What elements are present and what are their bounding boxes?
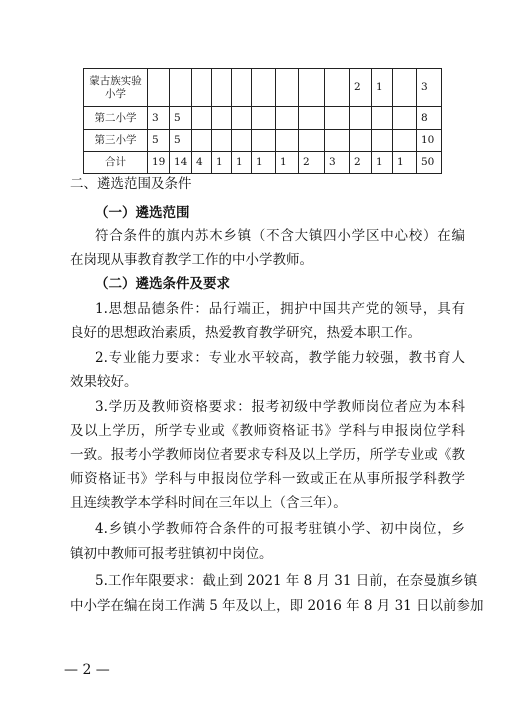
quota-cell: 19 bbox=[148, 152, 170, 174]
quota-cell bbox=[212, 130, 232, 152]
quota-cell bbox=[372, 130, 393, 152]
page-number: — 2 — bbox=[64, 662, 110, 678]
quota-cell: 1 bbox=[276, 152, 299, 174]
quota-cell bbox=[252, 130, 276, 152]
quota-cell bbox=[325, 130, 350, 152]
quota-cell bbox=[192, 130, 212, 152]
quota-cell: 50 bbox=[417, 152, 442, 174]
quota-cell bbox=[212, 107, 232, 130]
quota-cell bbox=[393, 69, 417, 107]
paragraph-line: 2.专业能力要求：专业水平较高，教学能力较强，教书育人 bbox=[95, 350, 465, 366]
subsection-heading-scope: （一）遴选范围 bbox=[95, 205, 190, 221]
paragraph-line: 师资格证书》学科与申报岗位学科一致或正在从事所报学科教学 bbox=[70, 471, 465, 487]
quota-cell: 1 bbox=[232, 152, 252, 174]
quota-cell bbox=[232, 69, 252, 107]
paragraph-line: 中小学在编在岗工作满 5 年及以上，即 2016 年 8 月 31 日以前参加 bbox=[70, 598, 484, 614]
quota-cell: 5 bbox=[148, 130, 170, 152]
quota-cell bbox=[252, 107, 276, 130]
quota-cell bbox=[393, 130, 417, 152]
quota-cell bbox=[372, 107, 393, 130]
quota-cell bbox=[350, 130, 372, 152]
section-heading: 二、遴选范围及条件 bbox=[70, 176, 192, 192]
paragraph-line: 镇初中教师可报考驻镇初中岗位。 bbox=[70, 546, 273, 562]
quota-cell: 3 bbox=[325, 152, 350, 174]
quota-cell bbox=[276, 107, 299, 130]
paragraph-line: 1.思想品德条件：品行端正，拥护中国共产党的领导，具有 bbox=[95, 301, 465, 317]
quota-cell: 1 bbox=[252, 152, 276, 174]
paragraph-line: 一致。报考小学教师岗位者要求专科及以上学历，所学专业或《教 bbox=[70, 447, 465, 463]
quota-cell bbox=[350, 107, 372, 130]
table-row bbox=[84, 69, 442, 107]
quota-cell bbox=[299, 69, 325, 107]
quota-cell bbox=[393, 107, 417, 130]
paragraph-line: 效果较好。 bbox=[70, 374, 138, 390]
quota-cell bbox=[148, 69, 170, 107]
quota-cell bbox=[192, 69, 212, 107]
school-name-cell: 合计 bbox=[84, 152, 148, 174]
quota-cell: 5 bbox=[170, 107, 192, 130]
quota-table bbox=[83, 68, 442, 174]
paragraph-line: 及以上学历，所学专业或《教师资格证书》学科与申报岗位学科 bbox=[70, 423, 465, 439]
quota-cell: 3 bbox=[417, 69, 442, 107]
quota-cell: 5 bbox=[170, 130, 192, 152]
quota-cell bbox=[299, 130, 325, 152]
paragraph-line: 5.工作年限要求：截止到 2021 年 8 月 31 日前，在奈曼旗乡镇 bbox=[95, 573, 478, 589]
quota-cell: 14 bbox=[170, 152, 192, 174]
paragraph-line: 4.乡镇小学教师符合条件的可报考驻镇小学、初中岗位，乡 bbox=[95, 521, 465, 537]
quota-cell bbox=[299, 107, 325, 130]
quota-cell: 3 bbox=[148, 107, 170, 130]
subsection-heading-conditions: （二）遴选条件及要求 bbox=[95, 276, 230, 292]
quota-cell bbox=[192, 107, 212, 130]
quota-cell bbox=[232, 107, 252, 130]
quota-cell: 1 bbox=[212, 152, 232, 174]
paragraph-line: 良好的思想政治素质，热爱教育教学研究，热爱本职工作。 bbox=[70, 325, 421, 341]
quota-cell bbox=[232, 130, 252, 152]
quota-cell bbox=[252, 69, 276, 107]
quota-cell bbox=[170, 69, 192, 107]
quota-cell bbox=[276, 69, 299, 107]
quota-cell: 1 bbox=[372, 152, 393, 174]
quota-cell: 2 bbox=[350, 69, 372, 107]
quota-cell: 1 bbox=[372, 69, 393, 107]
paragraph-line: 且连续教学本学科时间在三年以上（含三年）。 bbox=[70, 495, 347, 511]
school-name-cell: 第三小学 bbox=[84, 130, 148, 152]
table-row bbox=[84, 130, 442, 152]
school-name-cell: 蒙古族实验小学 bbox=[84, 69, 148, 107]
quota-cell bbox=[276, 130, 299, 152]
quota-cell: 4 bbox=[192, 152, 212, 174]
quota-cell: 1 bbox=[393, 152, 417, 174]
quota-cell bbox=[212, 69, 232, 107]
quota-cell: 2 bbox=[350, 152, 372, 174]
school-name-cell: 第二小学 bbox=[84, 107, 148, 130]
quota-cell: 10 bbox=[417, 130, 442, 152]
quota-cell: 8 bbox=[417, 107, 442, 130]
paragraph-line: 符合条件的旗内苏木乡镇（不含大镇四小学区中心校）在编 bbox=[95, 228, 465, 244]
quota-cell bbox=[325, 107, 350, 130]
table-row bbox=[84, 152, 442, 174]
quota-cell bbox=[325, 69, 350, 107]
paragraph-line: 3.学历及教师资格要求：报考初级中学教师岗位者应为本科 bbox=[95, 399, 465, 415]
paragraph-line: 在岗现从事教育教学工作的中小学教师。 bbox=[70, 252, 313, 268]
quota-cell: 2 bbox=[299, 152, 325, 174]
table-row bbox=[84, 107, 442, 130]
